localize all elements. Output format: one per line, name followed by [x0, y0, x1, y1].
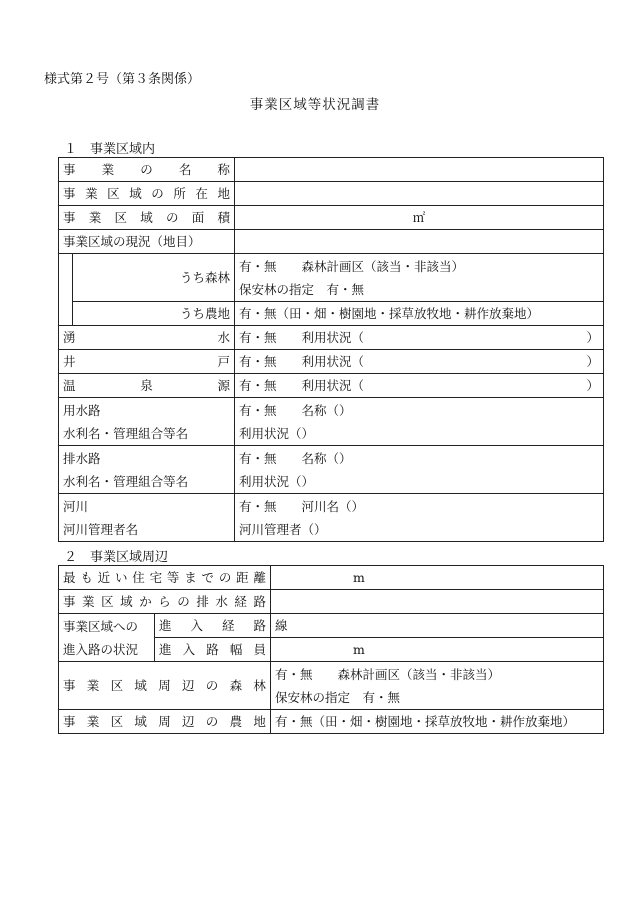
label-area: [59, 206, 235, 230]
value-current-status[interactable]: [235, 230, 604, 254]
value-access-route[interactable]: 線: [271, 614, 604, 638]
value-river[interactable]: 有・無 河川名（） 河川管理者（）: [235, 494, 604, 542]
value-waterway[interactable]: 有・無 名称（） 利用状況（）: [235, 398, 604, 446]
section1-table: [58, 157, 604, 542]
value-hotspring[interactable]: 有・無 利用状況（ ）: [235, 374, 604, 398]
value-drain-route[interactable]: [271, 590, 604, 614]
value-farm[interactable]: 有・無（田・畑・樹園地・採草放牧地・耕作放棄地）: [235, 302, 604, 326]
surround-forest-line-1: 有・無 森林計画区（該当・非該当）: [275, 666, 501, 682]
label-text: 進 入 路 幅 員: [159, 641, 266, 657]
label-text: 河川管理者名: [63, 521, 139, 537]
label-nearest-house: [59, 566, 271, 590]
value-drain[interactable]: 有・無 名称（） 利用状況（）: [235, 446, 604, 494]
surround-forest-line-2: 保安林の指定 有・無: [275, 689, 401, 705]
value-location[interactable]: [235, 182, 604, 206]
label-text: 水利名・管理組合等名: [63, 473, 189, 489]
label-forest: うち森林: [73, 254, 235, 302]
label-access-route: [155, 614, 271, 638]
value-area[interactable]: [235, 206, 604, 230]
value-access-width[interactable]: [271, 638, 604, 662]
label-text: 事 業 区 域 周 辺 の 農 地: [63, 713, 266, 729]
label-surrounding-farm: [59, 710, 271, 734]
label-current-status: 事業区域の現況（地目）: [59, 230, 235, 254]
value-forest[interactable]: [235, 254, 604, 302]
label-text: 進 入 経 路: [159, 617, 266, 633]
label-access-road: 事業区域への 進入路の状況: [59, 614, 155, 662]
value-nearest-house[interactable]: [271, 566, 604, 590]
label-farm: うち農地: [73, 302, 235, 326]
label-text: 河川: [63, 498, 89, 514]
nearest-unit: m: [353, 569, 365, 585]
label-text: 最 も 近 い 住 宅 等 ま で の 距 離: [63, 569, 266, 585]
label-text: 事 業 区 域 の 所 在 地: [63, 185, 230, 201]
label-waterway: [59, 398, 235, 446]
label-text: 事 業 区 域 の 面 積: [63, 209, 231, 225]
forest-line-1: 有・無 森林計画区（該当・非該当）: [239, 258, 465, 274]
label-spring: [59, 326, 235, 350]
label-text: 事 業 区 域 か ら の 排 水 経 路: [63, 593, 266, 609]
label-text: 事 業 区 域 周 辺 の 森 林: [63, 677, 266, 693]
label-surrounding-forest: [59, 662, 271, 710]
value-project-name[interactable]: [235, 158, 604, 182]
label-text: 事 業 の 名 称: [63, 161, 231, 177]
section2-heading: ２ 事業区域周辺: [64, 550, 169, 565]
value-surrounding-forest[interactable]: [271, 662, 604, 710]
indent-cell: [59, 254, 73, 326]
label-text: 用水路: [63, 402, 101, 418]
label-hotspring: [59, 374, 235, 398]
label-access-width: [155, 638, 271, 662]
area-unit: ㎡: [412, 209, 426, 225]
value-well[interactable]: 有・無 利用状況（ ）: [235, 350, 604, 374]
label-text: 水利名・管理組合等名: [63, 425, 189, 441]
form-number: 様式第２号（第３条関係）: [44, 72, 201, 87]
label-drain-route: [59, 590, 271, 614]
label-well: [59, 350, 235, 374]
label-project-name: [59, 158, 235, 182]
section1-heading: １ 事業区域内: [64, 142, 156, 157]
label-text: 湧 水: [63, 329, 231, 345]
forest-line-2: 保安林の指定 有・無: [239, 281, 365, 297]
label-location: [59, 182, 235, 206]
section2-table: [58, 565, 604, 734]
value-spring[interactable]: 有・無 利用状況（ ）: [235, 326, 604, 350]
label-text: 排水路: [63, 450, 101, 466]
label-river: [59, 494, 235, 542]
document-title: 事業区域等状況調書: [249, 97, 381, 113]
label-drain: [59, 446, 235, 494]
width-unit: m: [353, 641, 365, 657]
label-text: 温 泉 源: [63, 377, 231, 393]
value-surrounding-farm[interactable]: 有・無（田・畑・樹園地・採草放牧地・耕作放棄地）: [271, 710, 604, 734]
label-text: 井 戸: [63, 353, 231, 369]
